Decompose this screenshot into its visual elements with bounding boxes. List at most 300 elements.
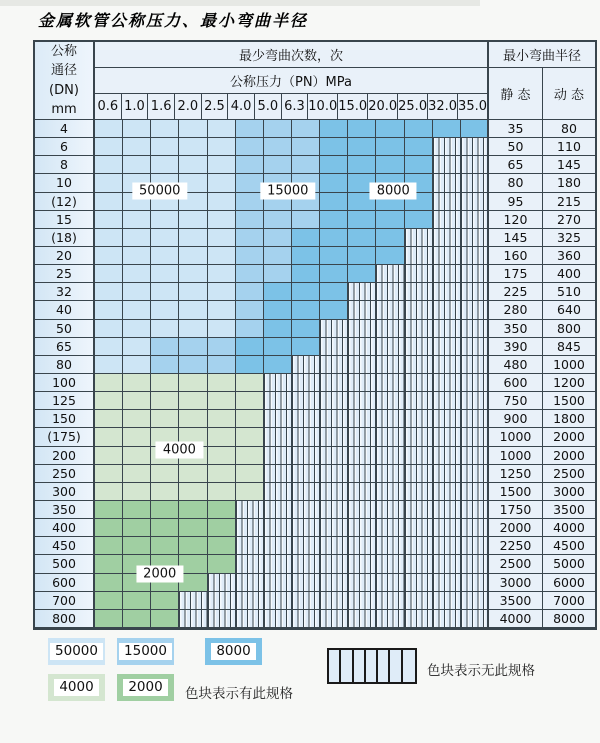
no-spec-cell	[376, 410, 404, 428]
spec-cell	[236, 156, 264, 174]
table-row	[35, 211, 595, 229]
no-spec-cell	[405, 356, 433, 374]
no-spec-cell	[405, 229, 433, 247]
spec-cell	[348, 156, 376, 174]
header-pressure-value: 25.0	[398, 94, 428, 119]
no-spec-cell	[433, 283, 461, 301]
spec-cell	[179, 574, 207, 592]
no-spec-cell	[292, 610, 320, 628]
table-row	[35, 229, 595, 247]
header-pressure-value: 6.3	[282, 94, 309, 119]
no-spec-cell	[405, 428, 433, 446]
no-spec-cell	[348, 610, 376, 628]
spec-cell	[208, 120, 236, 138]
dn-cell: (18)	[35, 229, 95, 247]
no-spec-cell	[405, 555, 433, 573]
spec-cell	[208, 193, 236, 211]
legend	[33, 638, 597, 718]
no-spec-cell	[348, 338, 376, 356]
legend-swatch-label: 2000	[123, 679, 167, 696]
no-spec-cell	[433, 211, 461, 229]
spec-cell	[292, 265, 320, 283]
legend-swatch-15000	[117, 638, 174, 665]
no-spec-cell	[348, 410, 376, 428]
spec-cell	[236, 211, 264, 229]
spec-cell	[151, 537, 179, 555]
dn-cell: 80	[35, 356, 95, 374]
no-spec-cell	[376, 592, 404, 610]
no-spec-cell	[320, 574, 348, 592]
no-spec-cell	[292, 501, 320, 519]
spec-cell	[264, 156, 292, 174]
header-bend-radius: 最小弯曲半径	[489, 42, 595, 68]
spec-cell	[151, 138, 179, 156]
no-spec-cell	[320, 428, 348, 446]
spec-cell	[292, 156, 320, 174]
spec-cell	[264, 356, 292, 374]
dn-cell: 300	[35, 483, 95, 501]
legend-available-label: 色块表示有此规格	[185, 686, 293, 702]
spec-cell	[151, 265, 179, 283]
legend-swatch-label: 50000	[50, 643, 103, 660]
static-radius-cell: 280	[489, 301, 543, 319]
no-spec-cell	[320, 519, 348, 537]
no-spec-cell	[433, 174, 461, 192]
table-row	[35, 610, 595, 628]
no-spec-cell	[433, 465, 461, 483]
no-spec-cell	[264, 501, 292, 519]
table-row	[35, 265, 595, 283]
zone-count-label: 50000	[132, 183, 187, 200]
no-spec-cell	[376, 374, 404, 392]
spec-cell	[123, 392, 151, 410]
no-spec-cell	[405, 592, 433, 610]
no-spec-cell	[236, 519, 264, 537]
static-radius-cell: 225	[489, 283, 543, 301]
static-radius-cell: 4000	[489, 610, 543, 628]
spec-cell	[292, 301, 320, 319]
dn-cell: 800	[35, 610, 95, 628]
dn-cell: 350	[35, 501, 95, 519]
no-spec-cell	[461, 211, 489, 229]
spec-cell	[123, 265, 151, 283]
no-spec-cell	[292, 574, 320, 592]
dynamic-radius-cell: 8000	[543, 610, 595, 628]
spec-cell	[179, 519, 207, 537]
dn-cell: 20	[35, 247, 95, 265]
spec-cell	[264, 338, 292, 356]
no-spec-cell	[348, 320, 376, 338]
dynamic-radius-cell: 640	[543, 301, 595, 319]
no-spec-cell	[292, 465, 320, 483]
no-spec-cell	[433, 537, 461, 555]
table-row	[35, 501, 595, 519]
spec-cell	[95, 410, 123, 428]
header-pressure: 公称压力（PN）MPa	[95, 68, 489, 94]
no-spec-cell	[292, 356, 320, 374]
no-spec-cell	[348, 574, 376, 592]
no-spec-cell	[461, 483, 489, 501]
table-row	[35, 483, 595, 501]
spec-cell	[95, 592, 123, 610]
no-spec-cell	[320, 501, 348, 519]
static-radius-cell: 50	[489, 138, 543, 156]
table-row	[35, 374, 595, 392]
dynamic-radius-cell: 2500	[543, 465, 595, 483]
spec-cell	[179, 555, 207, 573]
no-spec-cell	[405, 392, 433, 410]
spec-cell	[208, 356, 236, 374]
spec-cell	[151, 483, 179, 501]
spec-cell	[236, 229, 264, 247]
no-spec-cell	[348, 428, 376, 446]
spec-cell	[123, 247, 151, 265]
static-radius-cell: 1500	[489, 483, 543, 501]
no-spec-cell	[405, 410, 433, 428]
no-spec-cell	[348, 592, 376, 610]
spec-cell	[208, 465, 236, 483]
static-radius-cell: 390	[489, 338, 543, 356]
static-radius-cell: 2250	[489, 537, 543, 555]
spec-cell	[95, 501, 123, 519]
table-row	[35, 320, 595, 338]
spec-cell	[405, 211, 433, 229]
spec-cell	[236, 265, 264, 283]
static-radius-cell: 95	[489, 193, 543, 211]
spec-cell	[208, 265, 236, 283]
spec-cell	[151, 338, 179, 356]
spec-cell	[292, 283, 320, 301]
header-pressure-value: 20.0	[368, 94, 398, 119]
dynamic-radius-cell: 145	[543, 156, 595, 174]
spec-cell	[208, 428, 236, 446]
spec-cell	[179, 392, 207, 410]
spec-cell	[208, 138, 236, 156]
no-spec-cell	[179, 610, 207, 628]
spec-cell	[151, 301, 179, 319]
no-spec-cell	[405, 465, 433, 483]
dn-cell: 150	[35, 410, 95, 428]
spec-cell	[151, 283, 179, 301]
table-row	[35, 301, 595, 319]
spec-cell	[208, 156, 236, 174]
static-radius-cell: 1750	[489, 501, 543, 519]
spec-cell	[236, 410, 264, 428]
spec-cell	[405, 138, 433, 156]
spec-cell	[320, 211, 348, 229]
spec-cell	[123, 501, 151, 519]
spec-cell	[123, 138, 151, 156]
no-spec-cell	[264, 592, 292, 610]
header-pressure-value: 32.0	[428, 94, 458, 119]
spec-cell	[123, 447, 151, 465]
static-radius-cell: 350	[489, 320, 543, 338]
static-radius-cell: 1250	[489, 465, 543, 483]
header-dn-line: mm	[51, 102, 77, 117]
no-spec-cell	[320, 320, 348, 338]
dn-cell: 125	[35, 392, 95, 410]
dn-cell: 700	[35, 592, 95, 610]
spec-cell	[320, 283, 348, 301]
spec-cell	[405, 156, 433, 174]
no-spec-cell	[405, 301, 433, 319]
table-header	[35, 42, 595, 120]
zone-count-label: 4000	[156, 442, 203, 459]
no-spec-cell	[376, 574, 404, 592]
no-spec-cell	[405, 610, 433, 628]
spec-cell	[208, 301, 236, 319]
no-spec-cell	[461, 301, 489, 319]
spec-cell	[179, 301, 207, 319]
no-spec-cell	[433, 247, 461, 265]
dn-cell: 250	[35, 465, 95, 483]
header-dynamic: 动 态	[553, 88, 585, 103]
spec-cell	[236, 120, 264, 138]
dn-cell: 8	[35, 156, 95, 174]
spec-cell	[123, 120, 151, 138]
table-row	[35, 156, 595, 174]
static-radius-cell: 2000	[489, 519, 543, 537]
header-pressure-value: 1.0	[122, 94, 149, 119]
spec-cell	[179, 229, 207, 247]
no-spec-cell	[236, 501, 264, 519]
table-row	[35, 428, 595, 446]
no-spec-cell	[433, 610, 461, 628]
no-spec-cell	[376, 501, 404, 519]
spec-cell	[376, 229, 404, 247]
no-spec-cell	[320, 555, 348, 573]
spec-cell	[95, 247, 123, 265]
no-spec-cell	[461, 174, 489, 192]
no-spec-cell	[433, 555, 461, 573]
dynamic-radius-cell: 7000	[543, 592, 595, 610]
spec-cell	[320, 301, 348, 319]
no-spec-cell	[320, 392, 348, 410]
spec-cell	[179, 483, 207, 501]
header-pressure-value: 2.5	[202, 94, 229, 119]
spec-cell	[320, 156, 348, 174]
spec-cell	[348, 120, 376, 138]
spec-cell	[320, 120, 348, 138]
spec-cell	[208, 320, 236, 338]
spec-table	[33, 40, 597, 630]
no-spec-cell	[292, 374, 320, 392]
spec-cell	[179, 265, 207, 283]
spec-cell	[208, 501, 236, 519]
no-spec-cell	[461, 410, 489, 428]
spec-cell	[95, 174, 123, 192]
no-spec-cell	[348, 283, 376, 301]
no-spec-cell	[405, 519, 433, 537]
no-spec-cell	[236, 537, 264, 555]
dynamic-radius-cell: 2000	[543, 447, 595, 465]
no-spec-cell	[264, 610, 292, 628]
spec-cell	[95, 519, 123, 537]
no-spec-cell	[461, 447, 489, 465]
no-spec-cell	[433, 138, 461, 156]
no-spec-cell	[433, 519, 461, 537]
no-spec-cell	[461, 574, 489, 592]
no-spec-cell	[405, 265, 433, 283]
spec-cell	[292, 229, 320, 247]
no-spec-cell	[320, 537, 348, 555]
spec-cell	[151, 374, 179, 392]
static-radius-cell: 480	[489, 356, 543, 374]
no-spec-cell	[433, 428, 461, 446]
no-spec-cell	[433, 338, 461, 356]
dynamic-radius-cell: 3500	[543, 501, 595, 519]
spec-cell	[264, 265, 292, 283]
table-row	[35, 120, 595, 138]
spec-cell	[151, 592, 179, 610]
no-spec-cell	[376, 283, 404, 301]
no-spec-cell	[348, 519, 376, 537]
spec-cell	[95, 447, 123, 465]
static-radius-cell: 900	[489, 410, 543, 428]
no-spec-cell	[433, 193, 461, 211]
no-spec-cell	[376, 320, 404, 338]
no-spec-cell	[292, 483, 320, 501]
no-spec-cell	[264, 410, 292, 428]
no-spec-cell	[264, 483, 292, 501]
legend-swatch-label: 4000	[54, 679, 98, 696]
spec-cell	[292, 320, 320, 338]
no-spec-cell	[433, 483, 461, 501]
spec-cell	[123, 320, 151, 338]
static-radius-cell: 120	[489, 211, 543, 229]
no-spec-cell	[348, 447, 376, 465]
spec-cell	[208, 247, 236, 265]
dynamic-radius-cell: 1200	[543, 374, 595, 392]
spec-cell	[236, 283, 264, 301]
zone-count-label: 8000	[370, 183, 417, 200]
spec-cell	[95, 138, 123, 156]
striped-cell	[403, 650, 415, 682]
spec-cell	[95, 283, 123, 301]
no-spec-cell	[405, 574, 433, 592]
spec-cell	[236, 392, 264, 410]
no-spec-cell	[376, 428, 404, 446]
spec-cell	[461, 120, 489, 138]
spec-cell	[292, 211, 320, 229]
static-radius-cell: 3500	[489, 592, 543, 610]
spec-cell	[95, 392, 123, 410]
spec-cell	[123, 283, 151, 301]
static-radius-cell: 2500	[489, 555, 543, 573]
spec-cell	[123, 592, 151, 610]
no-spec-cell	[236, 592, 264, 610]
spec-cell	[264, 320, 292, 338]
dynamic-radius-cell: 180	[543, 174, 595, 192]
no-spec-cell	[433, 265, 461, 283]
dynamic-radius-cell: 325	[543, 229, 595, 247]
spec-cell	[236, 428, 264, 446]
table-body	[35, 120, 595, 628]
no-spec-cell	[376, 555, 404, 573]
dn-cell: 50	[35, 320, 95, 338]
spec-cell	[151, 610, 179, 628]
page-title: 金属软管公称压力、最小弯曲半径	[38, 11, 309, 30]
no-spec-cell	[433, 156, 461, 174]
spec-cell	[236, 374, 264, 392]
no-spec-cell	[264, 447, 292, 465]
spec-cell	[208, 447, 236, 465]
spec-cell	[179, 211, 207, 229]
no-spec-cell	[236, 555, 264, 573]
spec-cell	[123, 374, 151, 392]
spec-cell	[95, 374, 123, 392]
spec-cell	[179, 501, 207, 519]
spec-cell	[236, 320, 264, 338]
dynamic-radius-cell: 2000	[543, 428, 595, 446]
spec-cell	[151, 320, 179, 338]
spec-cell	[264, 301, 292, 319]
no-spec-cell	[461, 320, 489, 338]
striped-cell	[390, 650, 402, 682]
spec-cell	[376, 156, 404, 174]
no-spec-cell	[264, 465, 292, 483]
spec-cell	[208, 229, 236, 247]
no-spec-cell	[264, 392, 292, 410]
spec-cell	[179, 156, 207, 174]
spec-cell	[376, 120, 404, 138]
dn-cell: 40	[35, 301, 95, 319]
no-spec-cell	[433, 356, 461, 374]
dynamic-radius-cell: 360	[543, 247, 595, 265]
legend-no-spec-label: 色块表示无此规格	[427, 663, 535, 679]
no-spec-cell	[376, 301, 404, 319]
dn-cell: 65	[35, 338, 95, 356]
table-row	[35, 283, 595, 301]
spec-cell	[264, 229, 292, 247]
dynamic-radius-cell: 400	[543, 265, 595, 283]
spec-cell	[123, 610, 151, 628]
no-spec-cell	[320, 465, 348, 483]
spec-cell	[208, 410, 236, 428]
static-radius-cell: 600	[489, 374, 543, 392]
no-spec-cell	[208, 574, 236, 592]
spec-cell	[376, 247, 404, 265]
no-spec-cell	[405, 537, 433, 555]
header-dn-line: 公称	[50, 43, 77, 59]
spec-cell	[208, 392, 236, 410]
dynamic-radius-cell: 215	[543, 193, 595, 211]
no-spec-cell	[433, 392, 461, 410]
no-spec-cell	[320, 410, 348, 428]
dynamic-radius-cell: 4500	[543, 537, 595, 555]
spec-cell	[95, 356, 123, 374]
striped-cell	[354, 650, 366, 682]
no-spec-cell	[348, 465, 376, 483]
no-spec-cell	[236, 574, 264, 592]
no-spec-cell	[376, 265, 404, 283]
dynamic-radius-cell: 5000	[543, 555, 595, 573]
no-spec-cell	[405, 320, 433, 338]
no-spec-cell	[292, 392, 320, 410]
spec-cell	[179, 465, 207, 483]
spec-cell	[179, 320, 207, 338]
no-spec-cell	[264, 428, 292, 446]
no-spec-cell	[348, 301, 376, 319]
spec-cell	[179, 374, 207, 392]
spec-cell	[123, 156, 151, 174]
no-spec-cell	[320, 338, 348, 356]
legend-swatch-label: 8000	[211, 643, 255, 660]
spec-cell	[95, 301, 123, 319]
spec-cell	[123, 465, 151, 483]
no-spec-cell	[208, 610, 236, 628]
spec-cell	[208, 283, 236, 301]
